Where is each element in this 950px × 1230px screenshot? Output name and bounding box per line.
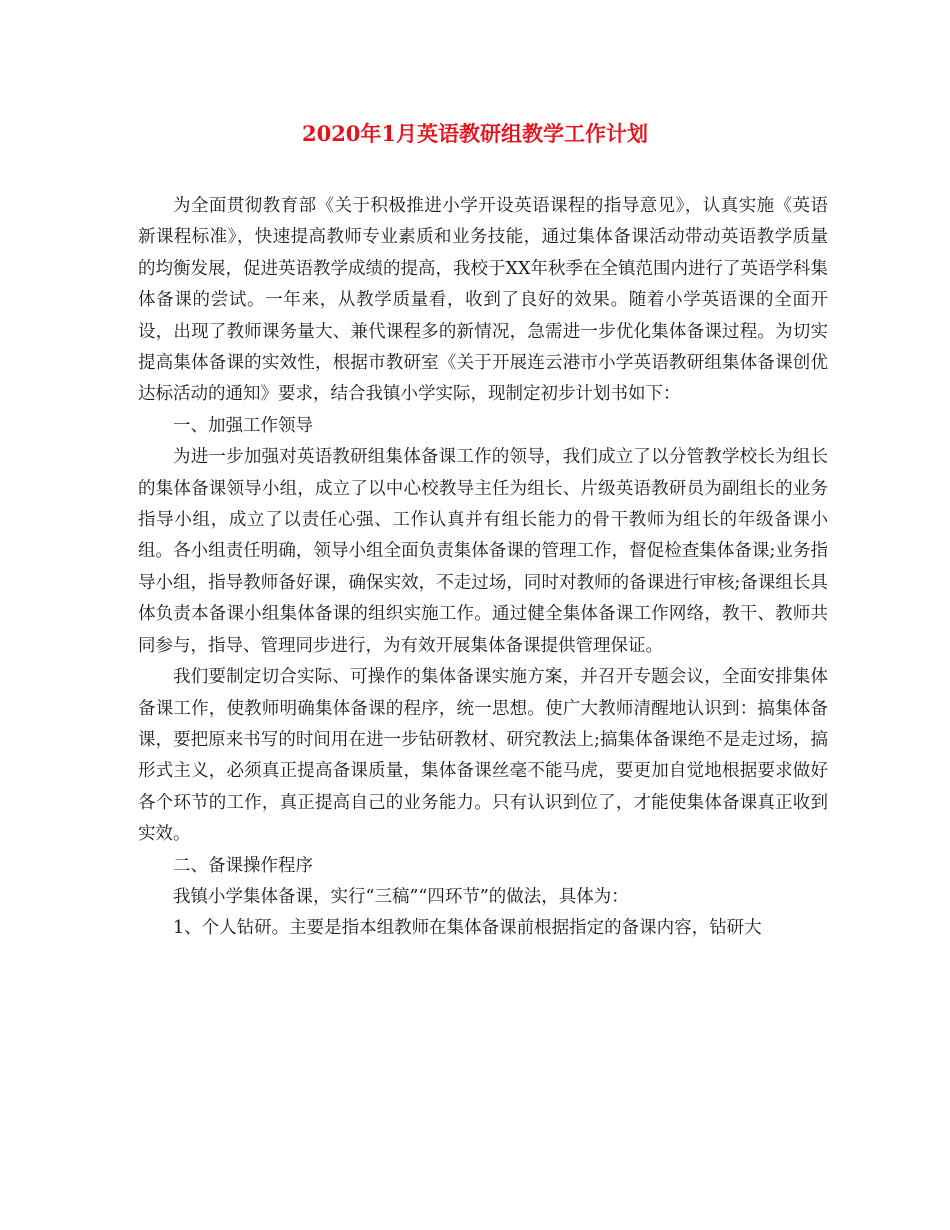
section-heading-1: 一、加强工作领导: [173, 415, 313, 436]
document-title: 2020年1月英语教研组教学工作计划: [301, 121, 649, 146]
paragraph-plan: 我们要制定切合实际、可操作的集体备课实施方案，并召开专题会议，全面安排集体备课工作，使教师明确集体备课的程序，统一思想。使广大教师清醒地认识到：搞集体备课，要把原来书写的时间用在进一步钻研教材、研究教法上;搞集体备课绝不是走过场，搞形式主义，必须真正提高备课质量，集体备课丝毫不能马虎，要更加自觉地根据要求做好各个环节的工作，真正提高自己的业务能力。只有认识到位了，才能使集体备课真正收到实效。: [138, 667, 828, 845]
paragraph-step-1: 1、个人钻研。主要是指本组教师在集体备课前根据指定的备课内容，钻研大: [173, 918, 762, 939]
paragraph-procedure: 我镇小学集体备课，实行“三稿”“四环节”的做法，具体为：: [173, 886, 629, 907]
document-body: [138, 191, 828, 945]
paragraph-leadership: 为进一步加强对英语教研组集体备课工作的领导，我们成立了以分管教学校长为组长的集体备课领导小组，成立了以中心校教导主任为组长、片级英语教研员为副组长的业务指导小组，成立了以责任心强、工作认真并有组长能力的骨干教师为组长的年级备课小组。各小组责任明确，领导小组全面负责集体备课的管理工作，督促检查集体备课;业务指导小组，指导教师备好课，确保实效，不走过场，同时对教师的备课进行审核;备课组长具体负责本备课小组集体备课的组织实施工作。通过健全集体备课工作网络，教干、教师共同参与，指导、管理同步进行，为有效开展集体备课提供管理保证。: [138, 447, 828, 656]
paragraph-intro: 为全面贯彻教育部《关于积极推进小学开设英语课程的指导意见》，认真实施《英语新课程标准》，快速提高教师专业素质和业务技能，通过集体备课活动带动英语教学质量的均衡发展，促进英语教学成绩的提高，我校于XX年秋季在全镇范围内进行了英语学科集体备课的尝试。一年来，从教学质量看，收到了良好的效果。随着小学英语课的全面开设，出现了教师课务量大、兼代课程多的新情况，急需进一步优化集体备课过程。为切实提高集体备课的实效性，根据市教研室《关于开展连云港市小学英语教研组集体备课创优达标活动的通知》要求，结合我镇小学实际，现制定初步计划书如下：: [138, 196, 828, 405]
section-heading-2: 二、备课操作程序: [173, 855, 313, 876]
